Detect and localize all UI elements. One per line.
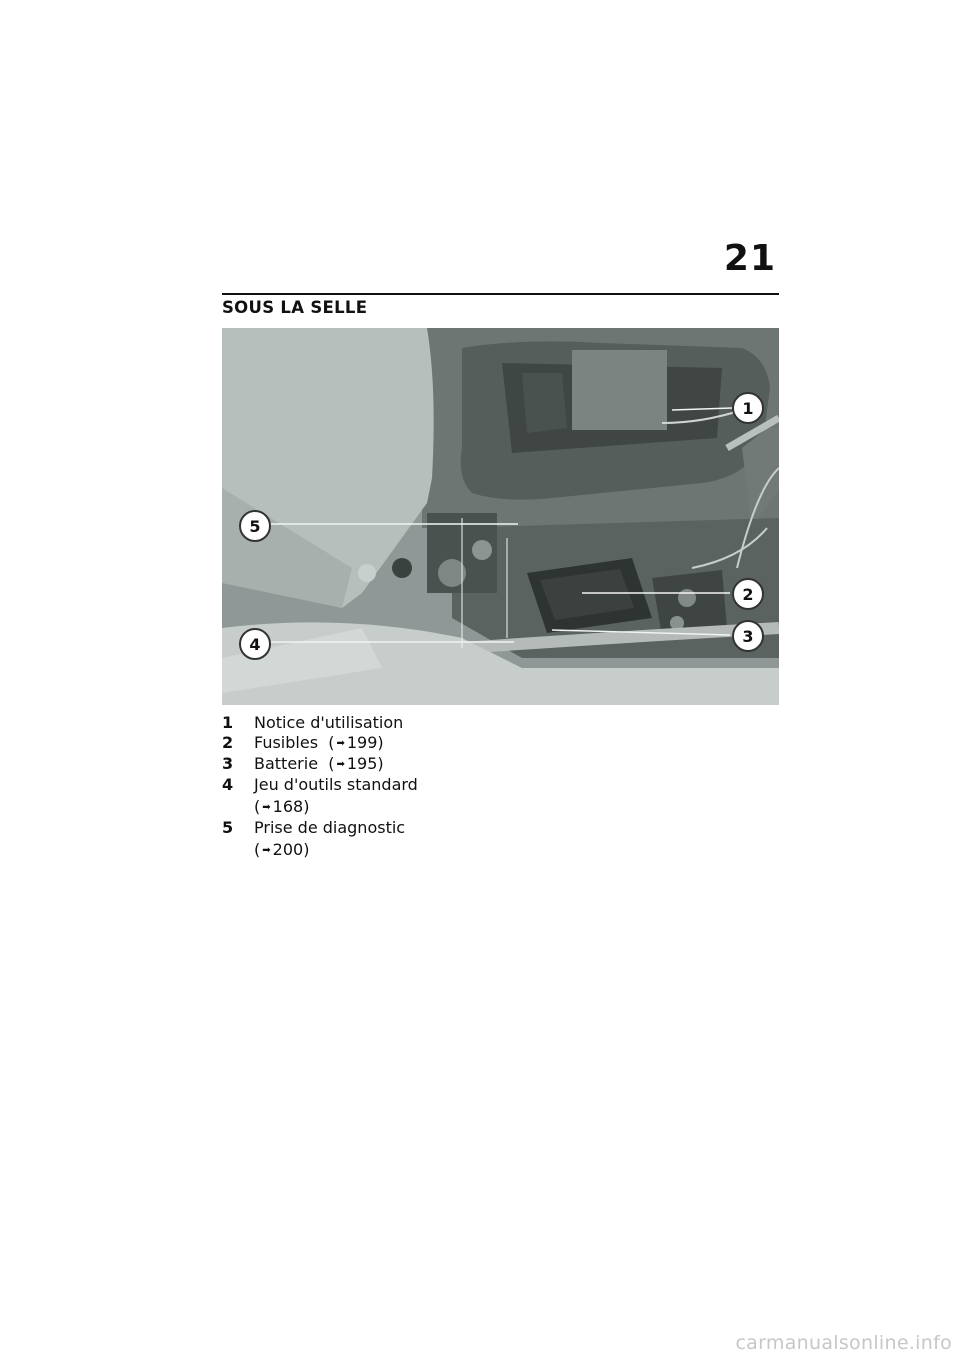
ref-close: ) <box>303 797 310 816</box>
ref-open: ( <box>328 733 335 752</box>
ref-open: ( <box>254 797 261 816</box>
legend-number: 4 <box>222 775 234 794</box>
page-reference[interactable] <box>328 754 383 773</box>
callout-3: 3 <box>732 620 764 652</box>
ref-page: 199 <box>346 733 378 752</box>
right-arrow-icon: ➡ <box>262 802 271 813</box>
callout-1: 1 <box>732 392 764 424</box>
legend-number: 3 <box>222 754 234 773</box>
legend-item <box>222 754 522 775</box>
callout-2: 2 <box>732 578 764 610</box>
page-number: 21 <box>723 238 776 279</box>
right-arrow-icon: ➡ <box>262 845 271 856</box>
ref-close: ) <box>377 733 384 752</box>
legend-item <box>222 775 522 818</box>
legend-number: 2 <box>222 733 234 752</box>
legend-number: 1 <box>222 713 234 732</box>
legend-item <box>222 713 522 733</box>
site-watermark: carmanualsonline.info <box>735 1332 952 1354</box>
right-arrow-icon: ➡ <box>336 759 345 770</box>
callout-4: 4 <box>239 628 271 660</box>
legend-item <box>222 818 522 861</box>
page-reference[interactable] <box>254 840 522 861</box>
legend-label: Jeu d'outils standard <box>254 775 418 794</box>
ref-close: ) <box>303 840 310 859</box>
motorcycle-under-seat-illustration <box>222 328 779 705</box>
ref-page: 195 <box>346 754 378 773</box>
header-rule <box>222 293 779 295</box>
legend-label: Batterie <box>254 754 329 773</box>
section-title: SOUS LA SELLE <box>222 298 368 317</box>
ref-page: 168 <box>272 797 304 816</box>
ref-page: 200 <box>272 840 304 859</box>
ref-open: ( <box>254 840 261 859</box>
legend-label: Notice d'utilisation <box>254 713 404 732</box>
callout-5: 5 <box>239 510 271 542</box>
ref-open: ( <box>328 754 335 773</box>
ref-close: ) <box>377 754 384 773</box>
legend-item <box>222 733 522 754</box>
legend-list <box>222 713 522 861</box>
legend-number: 5 <box>222 818 234 837</box>
legend-label: Prise de diagnostic <box>254 818 406 837</box>
page-reference[interactable] <box>328 733 383 752</box>
right-arrow-icon: ➡ <box>336 738 345 749</box>
page-reference[interactable] <box>254 797 522 818</box>
legend-label: Fusibles <box>254 733 329 752</box>
